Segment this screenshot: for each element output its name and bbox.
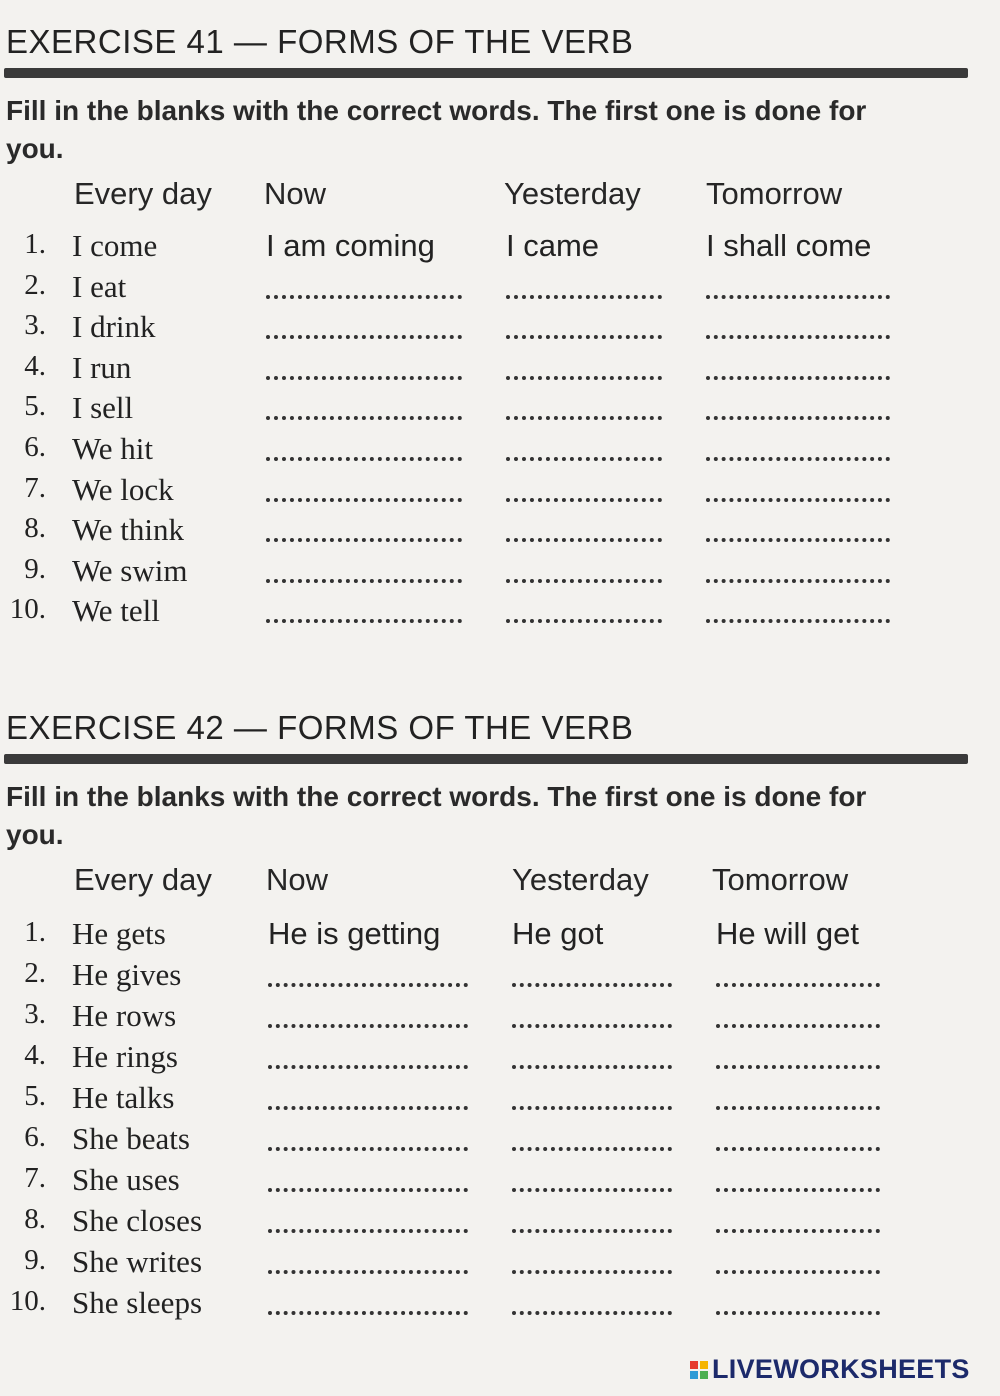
now-blank[interactable] — [268, 1311, 468, 1315]
tomorrow-blank[interactable] — [706, 335, 890, 339]
now-example-answer: I am coming — [266, 228, 435, 263]
tomorrow-blank[interactable] — [716, 1270, 880, 1274]
yesterday-example-answer: I came — [506, 228, 600, 263]
every-day-verb: We think — [72, 512, 185, 548]
row-number: 7. — [24, 1162, 46, 1194]
now-blank[interactable] — [266, 416, 462, 420]
row-number: 2. — [24, 957, 46, 989]
now-blank[interactable] — [266, 579, 462, 583]
yesterday-blank[interactable] — [512, 1229, 672, 1233]
exercise-42 — [0, 708, 1000, 1332]
table-row — [0, 1121, 1000, 1161]
every-day-verb: She writes — [72, 1244, 203, 1279]
every-day-verb: She closes — [72, 1203, 203, 1238]
exercise-41 — [0, 22, 1000, 646]
tomorrow-blank[interactable] — [706, 457, 890, 461]
now-blank[interactable] — [266, 538, 462, 542]
logo-text: LIVEWORKSHEETS — [712, 1354, 970, 1384]
now-blank[interactable] — [268, 983, 468, 987]
now-blank[interactable] — [268, 1065, 468, 1069]
table-row — [0, 350, 1000, 390]
table-row — [0, 431, 1000, 471]
table-row — [0, 228, 1000, 268]
yesterday-blank[interactable] — [512, 1065, 672, 1069]
row-number: 6. — [24, 431, 46, 463]
every-day-verb: I sell — [72, 390, 134, 426]
now-blank[interactable] — [266, 498, 462, 502]
yesterday-blank[interactable] — [506, 335, 662, 339]
logo-square — [700, 1361, 708, 1369]
table-row — [0, 512, 1000, 552]
logo-square — [690, 1371, 698, 1379]
now-blank[interactable] — [268, 1188, 468, 1192]
every-day-verb: We swim — [72, 552, 188, 588]
yesterday-blank[interactable] — [512, 1188, 672, 1192]
verb-table — [0, 862, 1000, 1332]
table-row — [0, 916, 1000, 956]
yesterday-blank[interactable] — [506, 295, 662, 299]
every-day-verb: We tell — [72, 593, 160, 629]
row-number: 7. — [24, 471, 46, 504]
tomorrow-blank[interactable] — [716, 1065, 880, 1069]
title-rule — [4, 68, 968, 78]
row-number: 10. — [9, 593, 46, 626]
title-rule — [4, 754, 968, 764]
every-day-verb: He gives — [72, 957, 182, 992]
every-day-verb: He gets — [72, 916, 166, 951]
yesterday-blank[interactable] — [512, 1147, 672, 1151]
row-number: 10. — [9, 1285, 46, 1317]
instructions: Fill in the blanks with the correct words. The first one is done for you. — [6, 95, 867, 164]
table-row — [0, 593, 1000, 633]
yesterday-blank[interactable] — [506, 457, 662, 461]
table-row — [0, 269, 1000, 309]
now-blank[interactable] — [266, 457, 462, 461]
yesterday-example-answer: He got — [512, 916, 604, 951]
row-number: 9. — [24, 1244, 46, 1276]
tomorrow-blank[interactable] — [716, 983, 880, 987]
now-blank[interactable] — [266, 619, 462, 623]
now-blank[interactable] — [266, 335, 462, 339]
tomorrow-blank[interactable] — [716, 1024, 880, 1028]
yesterday-blank[interactable] — [512, 1024, 672, 1028]
table-row — [0, 957, 1000, 997]
every-day-verb: I run — [72, 349, 132, 385]
tomorrow-blank[interactable] — [716, 1311, 880, 1315]
table-row — [0, 309, 1000, 349]
verb-table — [0, 176, 1000, 646]
row-number: 4. — [24, 349, 46, 382]
header-now: Now — [264, 176, 327, 211]
yesterday-blank[interactable] — [506, 498, 662, 502]
yesterday-blank[interactable] — [506, 538, 662, 542]
tomorrow-example-answer: I shall come — [706, 228, 872, 263]
every-day-verb: I come — [72, 228, 158, 263]
tomorrow-blank[interactable] — [706, 416, 890, 420]
tomorrow-blank[interactable] — [716, 1188, 880, 1192]
table-row — [0, 1244, 1000, 1284]
tomorrow-blank[interactable] — [716, 1106, 880, 1110]
yesterday-blank[interactable] — [512, 1311, 672, 1315]
header-yesterday: Yesterday — [512, 862, 649, 897]
header-every-day: Every day — [74, 862, 212, 897]
yesterday-blank[interactable] — [506, 579, 662, 583]
now-blank[interactable] — [268, 1024, 468, 1028]
logo-square — [690, 1361, 698, 1369]
table-row — [0, 390, 1000, 430]
header-tomorrow: Tomorrow — [712, 862, 849, 897]
yesterday-blank[interactable] — [506, 416, 662, 420]
tomorrow-example-answer: He will get — [716, 916, 859, 951]
table-row — [0, 472, 1000, 512]
now-example-answer: He is getting — [268, 916, 441, 951]
every-day-verb: I eat — [72, 268, 127, 304]
now-blank[interactable] — [268, 1270, 468, 1274]
exercise-title: EXERCISE 41 — FORMS OF THE VERB — [6, 23, 634, 60]
every-day-verb: He rows — [72, 998, 177, 1033]
now-blank[interactable] — [266, 295, 462, 299]
now-blank[interactable] — [268, 1147, 468, 1151]
every-day-verb: She uses — [72, 1162, 180, 1197]
every-day-verb: We hit — [72, 431, 154, 466]
every-day-verb: She beats — [72, 1121, 190, 1156]
row-number: 9. — [24, 552, 46, 585]
row-number: 8. — [24, 512, 46, 545]
row-number: 1. — [24, 916, 46, 948]
yesterday-blank[interactable] — [512, 983, 672, 987]
row-number: 5. — [24, 390, 46, 423]
header-yesterday: Yesterday — [504, 176, 641, 211]
row-number: 4. — [24, 1039, 46, 1071]
logo-square — [700, 1371, 708, 1379]
table-row — [0, 1039, 1000, 1079]
tomorrow-blank[interactable] — [706, 498, 890, 502]
yesterday-blank[interactable] — [506, 619, 662, 623]
row-number: 3. — [24, 998, 46, 1030]
table-row — [0, 1203, 1000, 1243]
every-day-verb: We lock — [72, 471, 174, 507]
every-day-verb: She sleeps — [72, 1285, 203, 1320]
yesterday-blank[interactable] — [512, 1270, 672, 1274]
every-day-verb: I drink — [72, 309, 156, 345]
tomorrow-blank[interactable] — [706, 619, 890, 623]
instructions: Fill in the blanks with the correct words. The first one is done for you. — [6, 781, 867, 850]
header-tomorrow: Tomorrow — [706, 176, 843, 211]
table-row — [0, 1162, 1000, 1202]
tomorrow-blank[interactable] — [716, 1229, 880, 1233]
header-every-day: Every day — [74, 176, 212, 211]
row-number: 5. — [24, 1080, 46, 1112]
now-blank[interactable] — [268, 1106, 468, 1110]
row-number: 2. — [24, 268, 46, 301]
every-day-verb: He rings — [72, 1039, 178, 1074]
table-row — [0, 998, 1000, 1038]
tomorrow-blank[interactable] — [706, 376, 890, 380]
now-blank[interactable] — [268, 1229, 468, 1233]
row-number: 3. — [24, 309, 46, 342]
tomorrow-blank[interactable] — [706, 579, 890, 583]
tomorrow-blank[interactable] — [706, 295, 890, 299]
header-now: Now — [266, 862, 329, 897]
now-blank[interactable] — [266, 376, 462, 380]
liveworksheets-logo — [690, 1354, 970, 1385]
yesterday-blank[interactable] — [506, 376, 662, 380]
table-row — [0, 1285, 1000, 1325]
every-day-verb: He talks — [72, 1080, 175, 1115]
row-number: 6. — [24, 1121, 46, 1153]
table-row — [0, 1080, 1000, 1120]
row-number: 8. — [24, 1203, 46, 1235]
logo-squares-icon — [690, 1361, 708, 1379]
row-number: 1. — [24, 228, 46, 260]
yesterday-blank[interactable] — [512, 1106, 672, 1110]
exercise-title: EXERCISE 42 — FORMS OF THE VERB — [6, 709, 634, 746]
table-row — [0, 553, 1000, 593]
tomorrow-blank[interactable] — [716, 1147, 880, 1151]
tomorrow-blank[interactable] — [706, 538, 890, 542]
